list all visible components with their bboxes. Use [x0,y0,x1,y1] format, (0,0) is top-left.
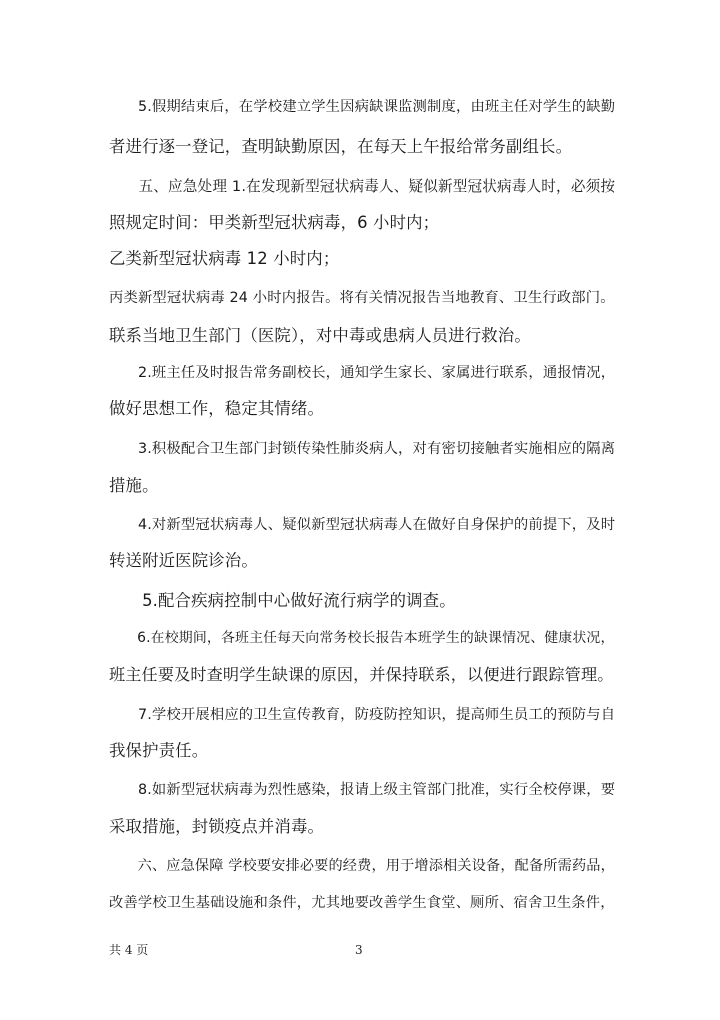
text-line: 8.如新型冠状病毒为烈性感染，报请上级主管部门批准，实行全校停课，要 [109,782,616,798]
text-line: 改善学校卫生基础设施和条件，尤其地要改善学生食堂、厕所、宿舍卫生条件， [109,895,615,911]
text-line: 措施。 [109,476,159,495]
text-line: 六、应急保障 学校要安排必要的经费，用于增添相关设备，配备所需药品， [109,858,615,874]
text-line: 乙类新型冠状病毒 12 小时内； [109,249,340,268]
text-line: 5.配合疾病控制中心做好流行病学的调查。 [109,591,456,610]
text-line: 5.假期结束后，在学校建立学生因病缺课监测制度，由班主任对学生的缺勤 [109,99,616,115]
text-line: 7.学校开展相应的卫生宣传教育，防疫防控知识，提高师生员工的预防与自 [109,707,616,723]
text-line: 班主任要及时查明学生缺课的原因，并保持联系，以便进行跟踪管理。 [109,665,614,684]
text-line: 五、应急处理 1.在发现新型冠状病毒人、疑似新型冠状病毒人时，必须按 [109,178,616,195]
text-line: 4.对新型冠状病毒人、疑似新型冠状病毒人在做好自身保护的前提下，及时 [109,517,616,533]
text-line: 6.在校期间，各班主任每天向常务校长报告本班学生的缺课情况、健康状况， [109,630,615,646]
text-line: 2.班主任及时报告常务副校长，通知学生家长、家属进行联系，通报情况， [109,365,616,381]
text-line: 者进行逐一登记，查明缺勤原因，在每天上午报给常务副组长。 [109,137,573,156]
text-line: 3.积极配合卫生部门封锁传染性肺炎病人，对有密切接触者实施相应的隔离 [109,441,616,457]
footer-total-pages: 共 4 页 [109,943,149,957]
text-line: 采取措施，封锁疫点并消毒。 [109,817,325,836]
text-line: 做好思想工作，稳定其情绪。 [109,399,325,418]
text-line: 丙类新型冠状病毒 24 小时内报告。将有关情况报告当地教育、卫生行政部门。 [109,290,615,306]
text-line: 转送附近医院诊治。 [109,551,258,570]
text-line: 联系当地卫生部门（医院），对中毒或患病人员进行救治。 [109,326,531,345]
footer-page-number: 3 [355,943,363,957]
text-line: 我保护责任。 [109,741,209,760]
text-line: 照规定时间：甲类新型冠状病毒，6 小时内； [109,213,440,232]
